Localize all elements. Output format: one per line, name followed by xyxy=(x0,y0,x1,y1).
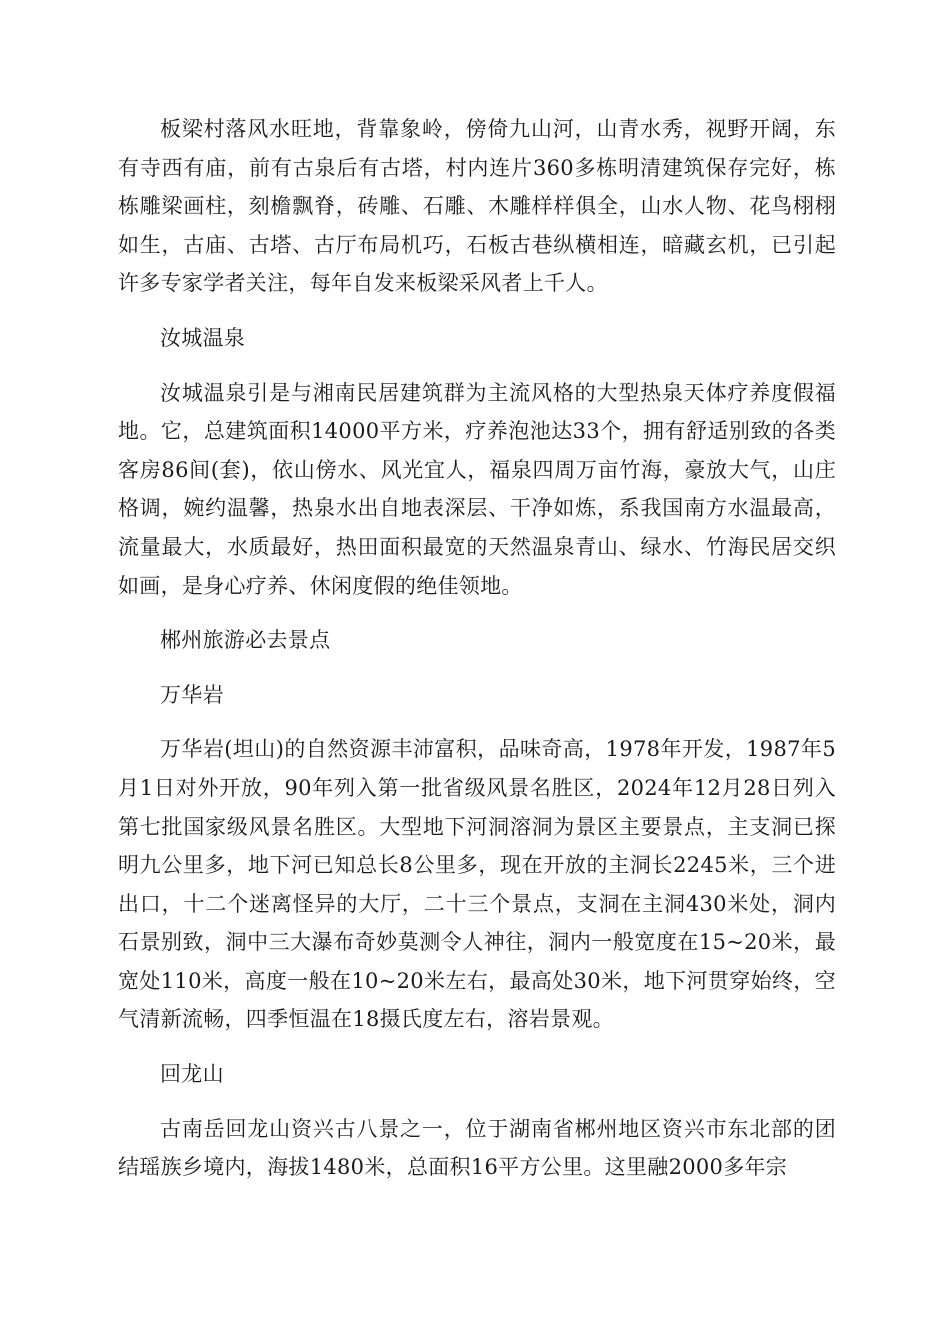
paragraph-banliang: 板梁村落风水旺地，背靠象岭，傍倚九山河，山青水秀，视野开阔，东有寺西有庙，前有古泉后有古塔，村内连片360多栋明清建筑保存完好，栋栋雕梁画柱，刻檐飘脊，砖雕、石雕、木雕样样俱全，山水人物、花鸟栩栩如生，古庙、古塔、古厅布局机巧，石板古巷纵横相连，暗藏玄机，已引起许多专家学者关注，每年自发来板梁采风者上千人。 xyxy=(118,117,836,296)
document-page xyxy=(118,110,836,1203)
heading-rucheng-hot-spring: 汝城温泉 xyxy=(160,325,246,350)
paragraph-wanhuayan: 万华岩(坦山)的自然资源丰沛富积，品味奇高，1978年开发，1987年5月1日对外开放，90年列入第一批省级风景名胜区，2024年12月28日列入第七批国家级风景名胜区。大型地下河洞溶洞为景区主要景点，主支洞已探明九公里多，地下河已知总长8公里多，现在开放的主洞长2245米，三个进出口，十二个迷离怪异的大厅，二十三个景点，支洞在主洞430米处，洞内石景别致，洞中三大瀑布奇妙莫测令人神往，洞内一般宽度在15~20米，最宽处110米，高度一般在10~20米左右，最高处30米，地下河贯穿始终，空气清新流畅，四季恒温在18摄氏度左右，溶岩景观。 xyxy=(118,737,836,1032)
paragraph-huilongshan: 古南岳回龙山资兴古八景之一，位于湖南省郴州地区资兴市东北部的团结瑶族乡境内，海拔1480米，总面积16平方公里。这里融2000多年宗 xyxy=(118,1116,836,1180)
heading-chenzhou-attractions: 郴州旅游必去景点 xyxy=(160,628,331,653)
heading-huilongshan: 回龙山 xyxy=(160,1062,224,1087)
heading-wanhuayan: 万华岩 xyxy=(160,682,224,707)
paragraph-rucheng-hot-spring: 汝城温泉引是与湘南民居建筑群为主流风格的大型热泉天体疗养度假福地。它，总建筑面积14000平方米，疗养泡池达33个，拥有舒适别致的各类客房86间(套)，依山傍水、风光宜人，福泉四周万亩竹海，豪放大气，山庄格调，婉约温馨，热泉水出自地表深层、干净如炼，系我国南方水温最高，流量最大，水质最好，热田面积最宽的天然温泉青山、绿水、竹海民居交织如画，是身心疗养、休闲度假的绝佳领地。 xyxy=(118,380,836,598)
